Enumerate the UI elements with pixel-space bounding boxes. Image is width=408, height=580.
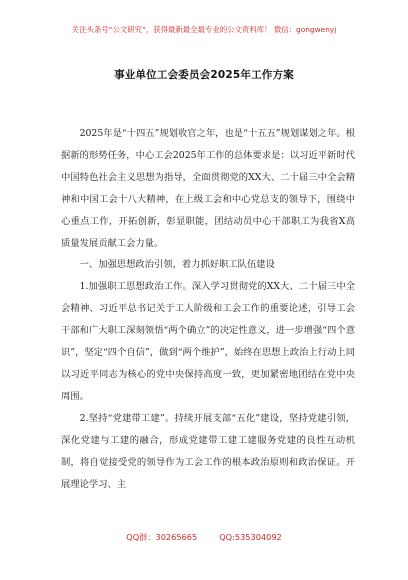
header-promo-text: 关注头条号“公文研究”，获得最新最全最专业的公文资料库！ 微信：gongwenyj [71, 25, 337, 34]
qq-group-number: 30265665 [155, 532, 198, 542]
qq-number: 535304092 [234, 532, 282, 542]
qq-label: QQ: [219, 532, 235, 542]
paragraph-item-2: 2.坚持“党建带工建”。持续开展支部“五化”建设，坚持党建引领，深化党建与工建的融合，形成党建带工建工建服务党建的良性互动机制，将自觉接受党的领导作为工会工作的根本政治原则和政治保证。开展理论学习、主 [61, 412, 355, 490]
document-title: 事业单位工会委员会2025年工作方案 [114, 69, 294, 81]
footer-contact [0, 532, 408, 543]
section-heading-1: 一、加强思想政治引领，着力抓好职工队伍建设 [79, 259, 275, 271]
paragraph-intro: 2025年是“十四五”规划收官之年，也是“十五五”规划谋划之年。根据新的形势任务，中心工会2025年工作的总体要求是：以习近平新时代中国特色社会主义思想为指导，全面贯彻党的XX大、二十届三中全会精神和中国工会十八大精神，在上级工会和中心党总支的领导下，围绕中心重点工作，开拓创新，彰显职能，团结动员中心干部职工为我省X高质量发展贡献工会力量。 [61, 128, 355, 249]
qq-group-label: QQ群： [126, 532, 156, 542]
document-body [61, 123, 355, 495]
paragraph-item-1: 1.加强职工思想政治工作。深入学习贯彻党的XX大、二十届三中全会精神、习近平总书记关于工人阶级和工会工作的重要论述，引导工会干部和广大职工深刻领悟“两个确立”的决定性意义，进一步增强“四个意识”，坚定“四个自信”，做到“两个维护”，始终在思想上政治上行动上同以习近平同志为核心的党中央保持高度一致，更加紧密地团结在党中央周围。 [61, 281, 355, 402]
